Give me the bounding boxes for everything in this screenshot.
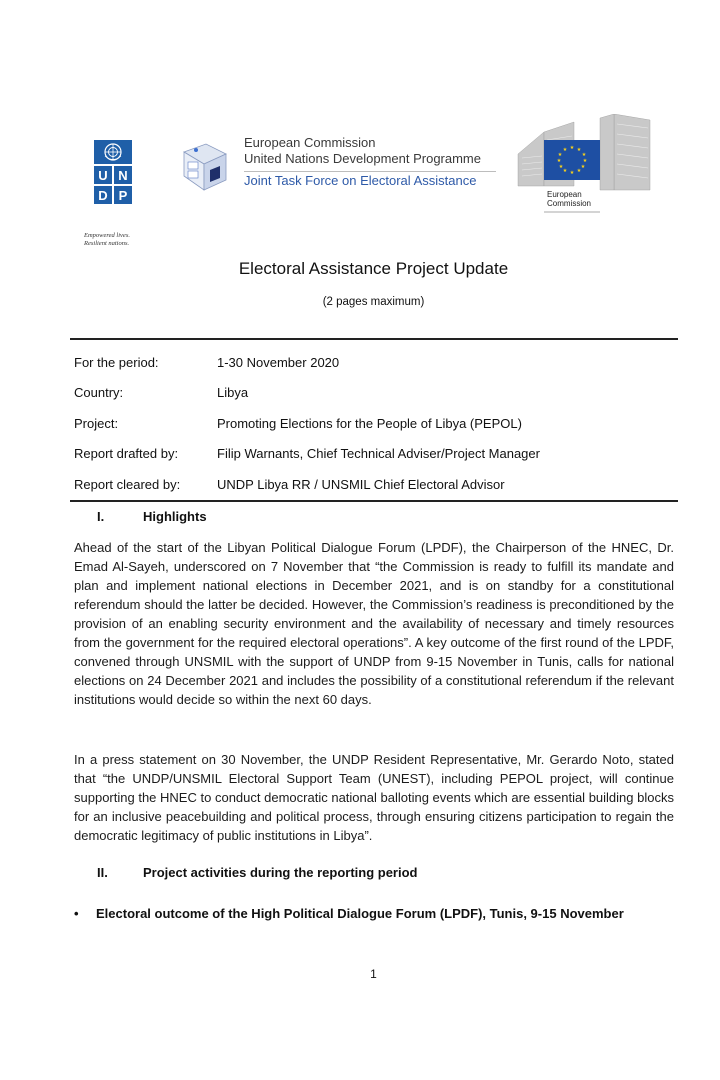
info-label: Project: — [74, 415, 119, 431]
undp-letter: N — [114, 166, 132, 184]
bullet-text: Electoral outcome of the High Political Dialogue Forum (LPDF), Tunis, 9-15 November — [96, 906, 624, 921]
section-heading-highlights — [97, 509, 207, 524]
ec-caption-line: Commission — [547, 199, 592, 208]
svg-text:★: ★ — [569, 170, 575, 176]
svg-text:★: ★ — [581, 152, 587, 158]
svg-text:★: ★ — [580, 164, 586, 170]
info-label: Report cleared by: — [74, 476, 181, 492]
svg-text:★: ★ — [576, 168, 582, 174]
report-info-table — [70, 338, 678, 502]
info-row-country — [70, 378, 678, 409]
section-title: Project activities during the reporting period — [143, 865, 418, 880]
bullet-icon: • — [74, 906, 79, 921]
undp-tagline — [84, 232, 144, 248]
svg-text:★: ★ — [557, 152, 563, 158]
jtf-line: Joint Task Force on Electoral Assistance — [244, 173, 477, 188]
jtf-divider — [244, 171, 496, 172]
info-value: Filip Warnants, Chief Technical Adviser/Project Manager — [217, 446, 540, 462]
svg-text:★: ★ — [576, 147, 582, 153]
undp-letter: D — [94, 186, 112, 204]
info-label: For the period: — [74, 354, 159, 370]
info-value: 1-30 November 2020 — [217, 354, 340, 370]
undp-logo — [82, 140, 144, 248]
undp-letter: P — [114, 186, 132, 204]
svg-text:★: ★ — [569, 145, 575, 151]
ec-caption — [547, 190, 591, 208]
ec-caption-line: European — [547, 190, 582, 199]
activity-bullet — [74, 906, 624, 921]
jtf-line: European Commission — [244, 135, 376, 150]
section-title: Highlights — [143, 509, 207, 524]
undp-tagline-line: Empowered lives. — [84, 232, 130, 239]
info-row-project — [70, 408, 678, 439]
svg-text:★: ★ — [558, 164, 564, 170]
ballot-cube-icon — [176, 140, 234, 194]
info-value: UNDP Libya RR / UNSMIL Chief Electoral Advisor — [217, 476, 505, 492]
info-label: Country: — [74, 385, 124, 401]
undp-tagline-line: Resilient nations. — [84, 240, 130, 247]
jtf-title-block — [244, 135, 481, 189]
highlights-paragraph-2: In a press statement on 30 November, the UNDP Resident Representative, Mr. Gerardo Noto, stated that “the UNDP/UNSMIL Electoral Support Team (UNEST), including PEPOL project, will continue supporting the HNEC to conduct democratic national balloting events which are essential building blocks for an inclusive peacebuilding and political process, through ensuring citizens participation to regain the democratic legitimacy of public institutions in Libya”. — [74, 752, 674, 843]
section-number: I. — [97, 509, 105, 524]
info-row-drafted — [70, 439, 678, 470]
info-value: Libya — [217, 385, 249, 401]
svg-text:★: ★ — [556, 158, 562, 164]
svg-text:★: ★ — [562, 168, 568, 174]
info-row-cleared — [70, 469, 678, 500]
page-number: 1 — [370, 967, 377, 981]
info-label: Report drafted by: — [74, 446, 179, 462]
svg-text:★: ★ — [582, 158, 588, 164]
info-value: Promoting Elections for the People of Libya (PEPOL) — [217, 415, 522, 431]
section-number: II. — [97, 865, 108, 880]
undp-letter: U — [94, 166, 112, 184]
document-subtitle: (2 pages maximum) — [322, 296, 425, 308]
un-emblem-icon — [94, 140, 132, 164]
svg-text:★: ★ — [562, 147, 568, 153]
section-heading-activities — [97, 865, 418, 880]
jtf-line: United Nations Development Programme — [244, 151, 481, 166]
highlights-paragraph-1: Ahead of the start of the Libyan Political Dialogue Forum (LPDF), the Chairperson of the HNEC, Dr. Emad Al-Sayeh, underscored on 7 November that “the Commission is ready to fulfill its mandate and plan and implement national elections in December 2021, and is on standby for a constitutional referendum should the latter be decided. However, the Commission’s readiness is preconditioned by the provision of an enabling security environment and the availability of necessary and timely resources from the government for the required electoral operations”. A key outcome of the first round of the LPDF, convened through UNSMIL with the support of UNDP from 9-15 November in Tunis, calls for national elections on 24 December 2021 and includes the possibility of a constitutional referendum if the relevant institutions would decide so within the next 60 days. — [74, 540, 674, 707]
document-title: Electoral Assistance Project Update — [238, 259, 509, 278]
info-row-period — [70, 347, 678, 378]
